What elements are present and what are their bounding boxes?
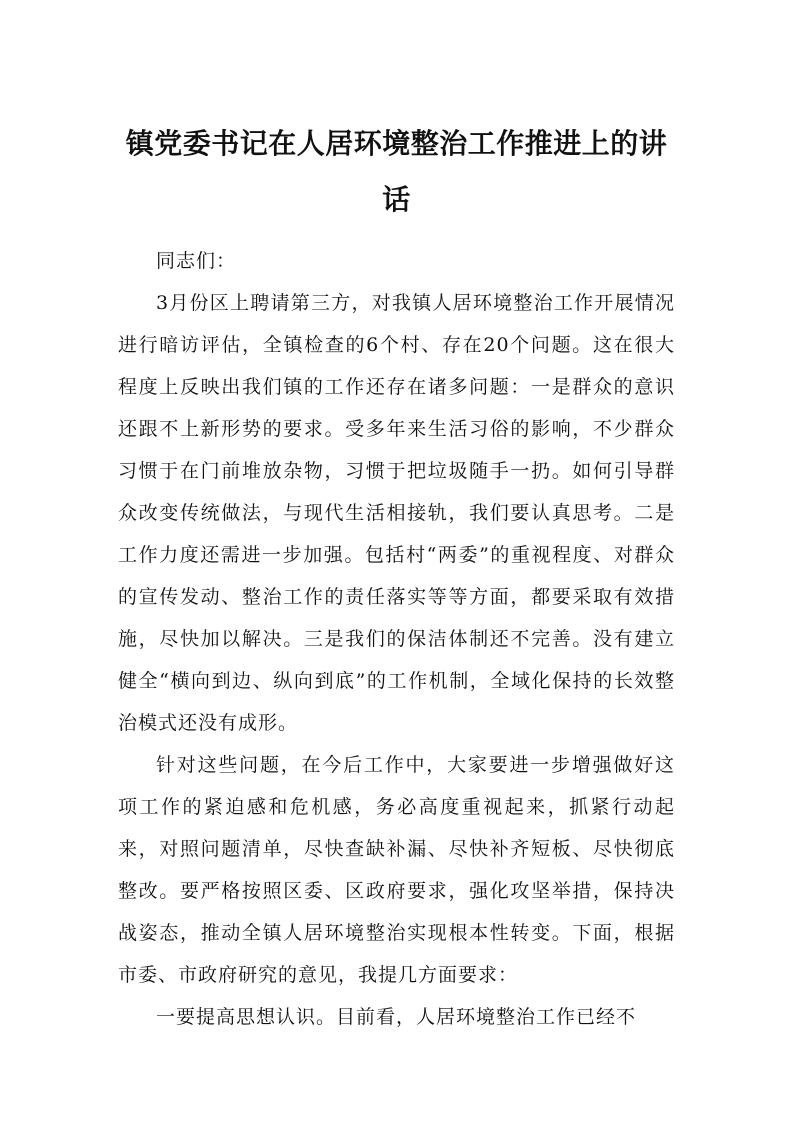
paragraph-3: 一要提高思想认识。目前看，人居环境整治工作已经不 [156, 1006, 637, 1028]
paragraph-1: 3月份区上聘请第三方，对我镇人居环境整治工作开展情况进行暗访评估，全镇检查的6个村、存在20个问题。这在很大程度上反映出我们镇的工作还存在诸多问题：一是群众的意识还跟不上新形势的要求。受多年来生活习俗的影响，不少群众习惯于在门前堆放杂物，习惯于把垃圾随手一扔。如何引导群众改变传统做法，与现代生活相接轨，我们要认真思考。二是工作力度还需进一步加强。包括村“两委”的重视程度、对群众的宣传发动、整治工作的责任落实等等方面，都要采取有效措施，尽快加以解决。三是我们的保洁体制还不完善。没有建立健全“横向到边、纵向到底”的工作机制，全域化保持的长效整治模式还没有成形。 [118, 292, 675, 734]
document-body [118, 240, 675, 1038]
document-title: 镇党委书记在人居环境整治工作推进上的讲话 [125, 127, 668, 216]
paragraph-2: 针对这些问题，在今后工作中，大家要进一步增强做好这项工作的紧迫感和危机感，务必高度重视起来，抓紧行动起来，对照问题清单，尽快查缺补漏、尽快补齐短板、尽快彻底整改。要严格按照区委、区政府要求，强化攻坚举措，保持决战姿态，推动全镇人居环境整治实现根本性转变。下面，根据市委、市政府研究的意见，我提几方面要求： [118, 754, 675, 986]
salutation: 同志们： [156, 250, 237, 272]
